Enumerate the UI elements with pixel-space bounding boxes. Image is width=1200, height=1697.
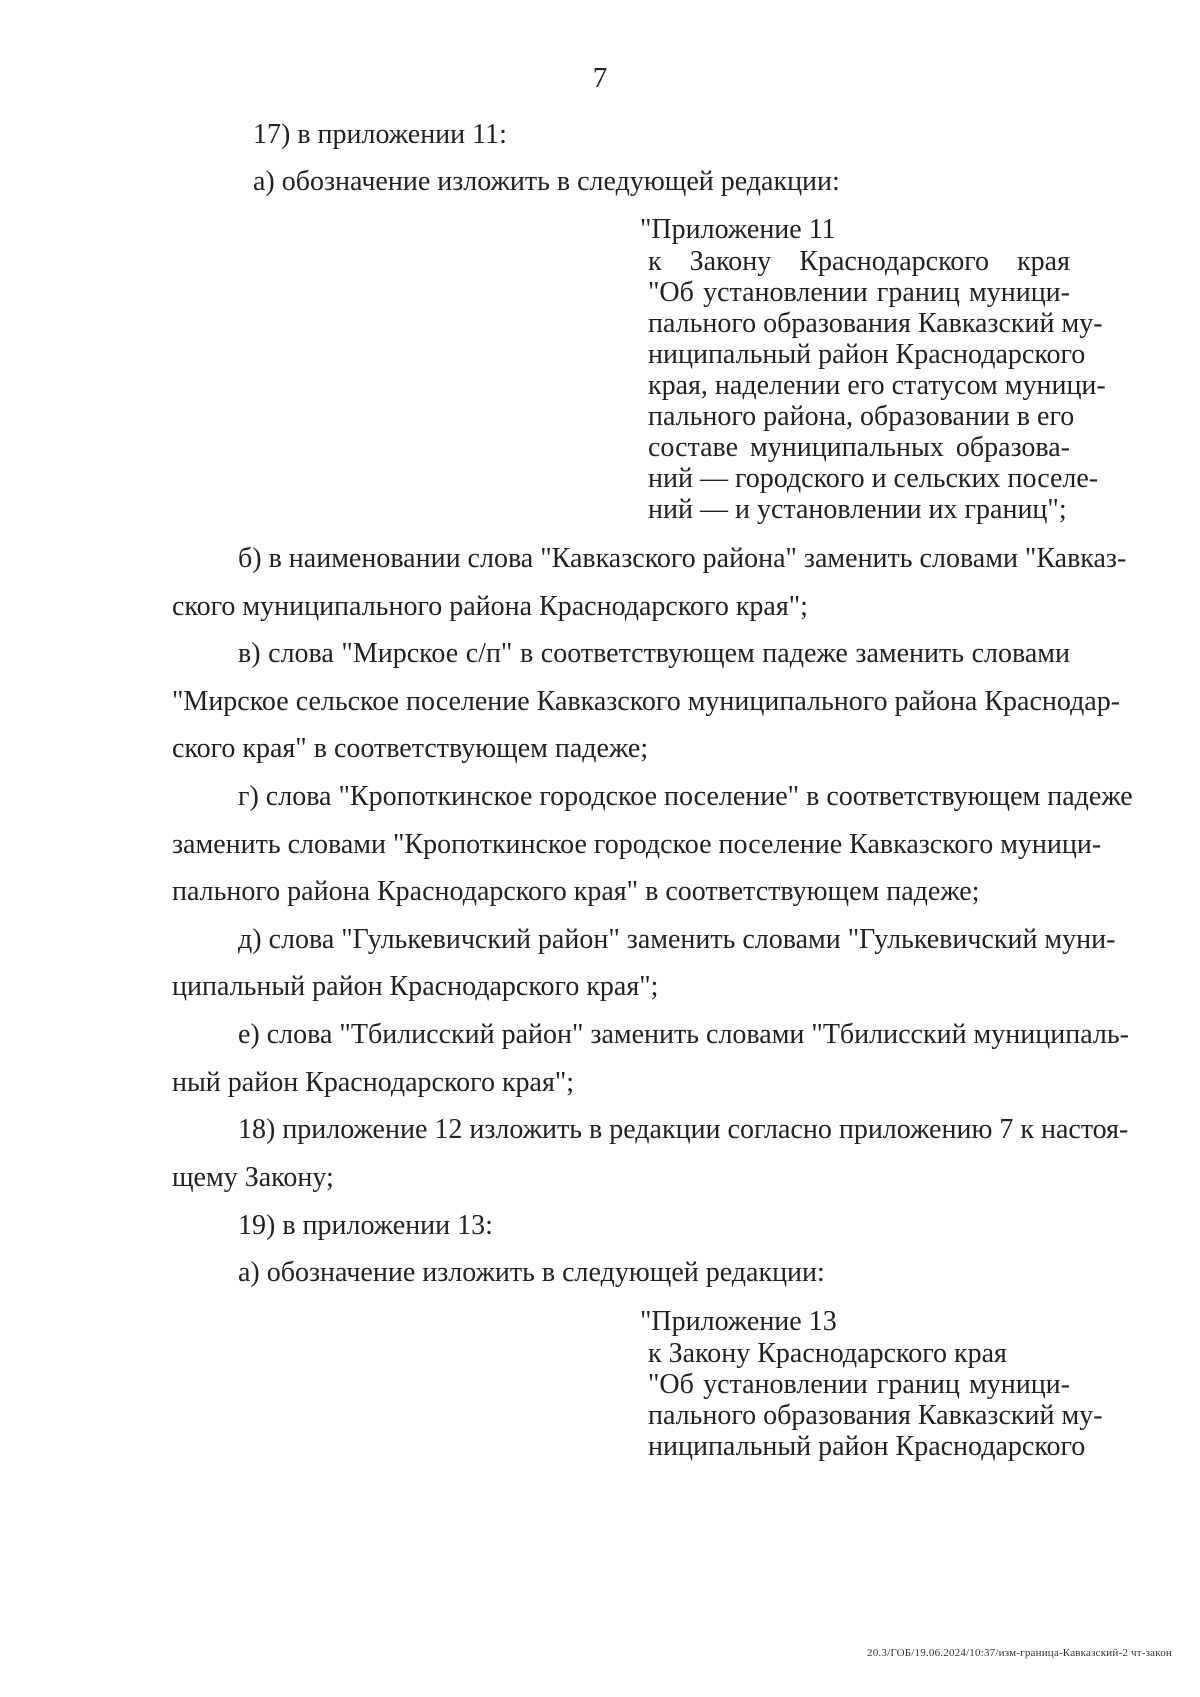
page-number: 7 [592, 62, 608, 94]
appendix-11-title: "Приложение 11 [640, 214, 836, 245]
appendix-11-line: края, наделении его статусом муници- [648, 370, 1106, 401]
item-17b-line: ского муниципального района Краснодарского края"; [172, 591, 808, 622]
item-18-line: 18) приложение 12 изложить в редакции согласно приложению 7 к настоя- [238, 1114, 1129, 1145]
item-17d-line: д) слова "Гулькевичский район" заменить словами "Гулькевичский муни- [238, 924, 1116, 955]
appendix-13-title: "Приложение 13 [640, 1306, 837, 1337]
appendix-13-line: к Закону Краснодарского края [648, 1338, 1007, 1369]
item-17v-line: ского края" в соответствующем падеже; [172, 733, 649, 764]
item-17g-line: заменить словами "Кропоткинское городское поселение Кавказского муници- [172, 829, 1102, 860]
item-17e-line: е) слова "Тбилисский район" заменить словами "Тбилисский муниципаль- [238, 1019, 1129, 1050]
appendix-11-line: к Закону Краснодарского края [648, 246, 1070, 277]
appendix-13-line: ниципальный район Краснодарского [648, 1431, 1086, 1462]
appendix-11-line: "Об установлении границ муници- [648, 277, 1070, 308]
appendix-11-line: ний — городского и сельских поселе- [648, 463, 1099, 494]
item-19a-text: а) обозначение изложить в следующей редакции: [238, 1257, 825, 1288]
document-footer-code: 20.3/ГОБ/19.06.2024/10:37/изм-граница-Кавказский-2 чт-закон [867, 1647, 1172, 1659]
appendix-13-line: пального образования Кавказский му- [648, 1400, 1103, 1431]
item-19-heading: 19) в приложении 13: [238, 1210, 493, 1241]
appendix-11-line: пального района, образовании в его [648, 401, 1075, 432]
item-17a-text: а) обозначение изложить в следующей редакции: [253, 166, 840, 197]
appendix-13-line: "Об установлении границ муници- [648, 1369, 1070, 1400]
item-18-line: щему Закону; [172, 1162, 334, 1193]
item-17v-line: "Мирское сельское поселение Кавказского муниципального района Краснодар- [172, 686, 1121, 717]
item-17g-line: пального района Краснодарского края" в соответствующем падеже; [172, 876, 980, 907]
item-17g-line: г) слова "Кропоткинское городское поселение" в соответствующем падеже [238, 781, 1133, 812]
appendix-11-line: ниципальный район Краснодарского [648, 339, 1086, 370]
appendix-11-line: составе муниципальных образова- [648, 432, 1070, 463]
item-17b-line: б) в наименовании слова "Кавказского района" заменить словами "Кавказ- [238, 543, 1127, 574]
item-17e-line: ный район Краснодарского края"; [172, 1067, 575, 1098]
item-17v-line: в) слова "Мирское с/п" в соответствующем падеже заменить словами [238, 638, 1070, 669]
item-17-heading: 17) в приложении 11: [253, 119, 507, 150]
appendix-11-line: пального образования Кавказский му- [648, 308, 1103, 339]
item-17d-line: ципальный район Краснодарского края"; [172, 971, 659, 1002]
appendix-11-line: ний — и установлении их границ"; [648, 494, 1067, 525]
